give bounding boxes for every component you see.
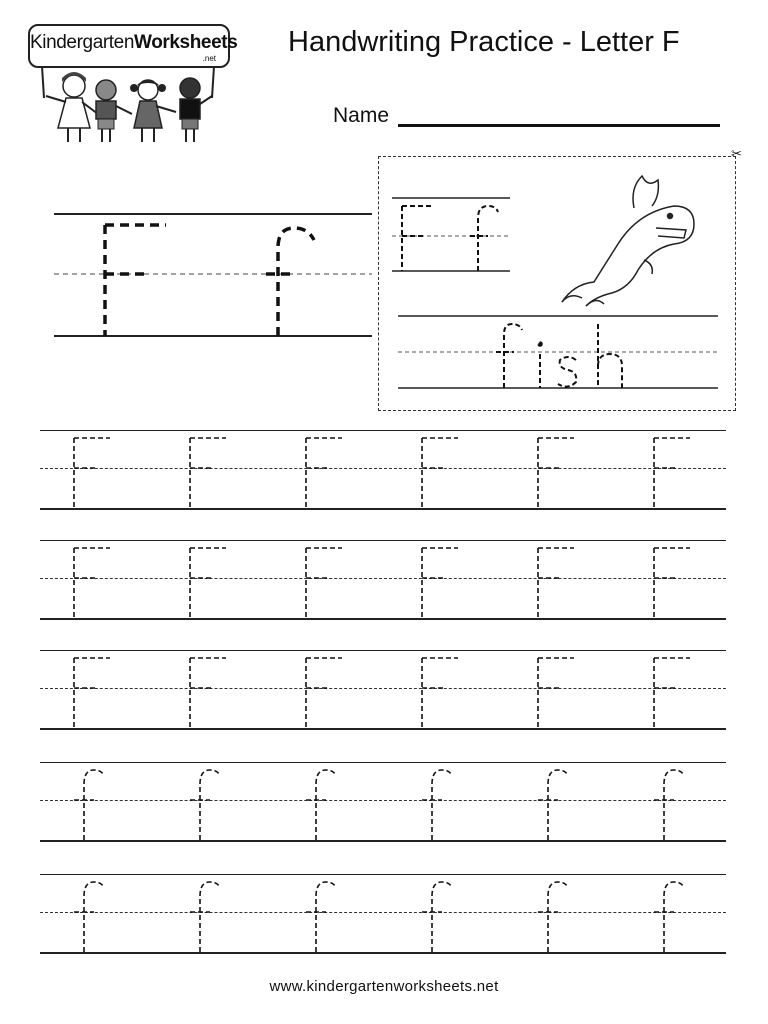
name-label: Name [333,104,390,127]
name-write-line[interactable] [398,124,720,127]
word-fish-traced [496,324,622,388]
logo-net: .net [202,54,216,63]
practice-row-5[interactable] [40,874,726,956]
kids-holding-sign-icon [28,24,230,150]
word-tracing [398,314,720,392]
small-letters-traced [402,206,498,271]
logo-text-part2: Worksheets [134,32,238,53]
footer-url: www.kindergartenworksheets.net [269,978,499,995]
logo-text-part1: Kindergarten [30,32,134,53]
fish-icon [534,166,700,312]
small-letter-pair [392,196,512,274]
scissors-icon: ✂ [731,146,742,161]
practice-row-2[interactable] [40,540,726,622]
large-uppercase-f [105,225,166,336]
practice-row-4[interactable] [40,762,726,844]
practice-row-1[interactable] [40,430,726,512]
large-letter-demo [54,208,374,342]
site-logo [28,24,238,150]
page-title: Handwriting Practice - Letter F [288,26,680,58]
practice-row-3[interactable] [40,650,726,732]
large-lowercase-f [266,228,314,336]
